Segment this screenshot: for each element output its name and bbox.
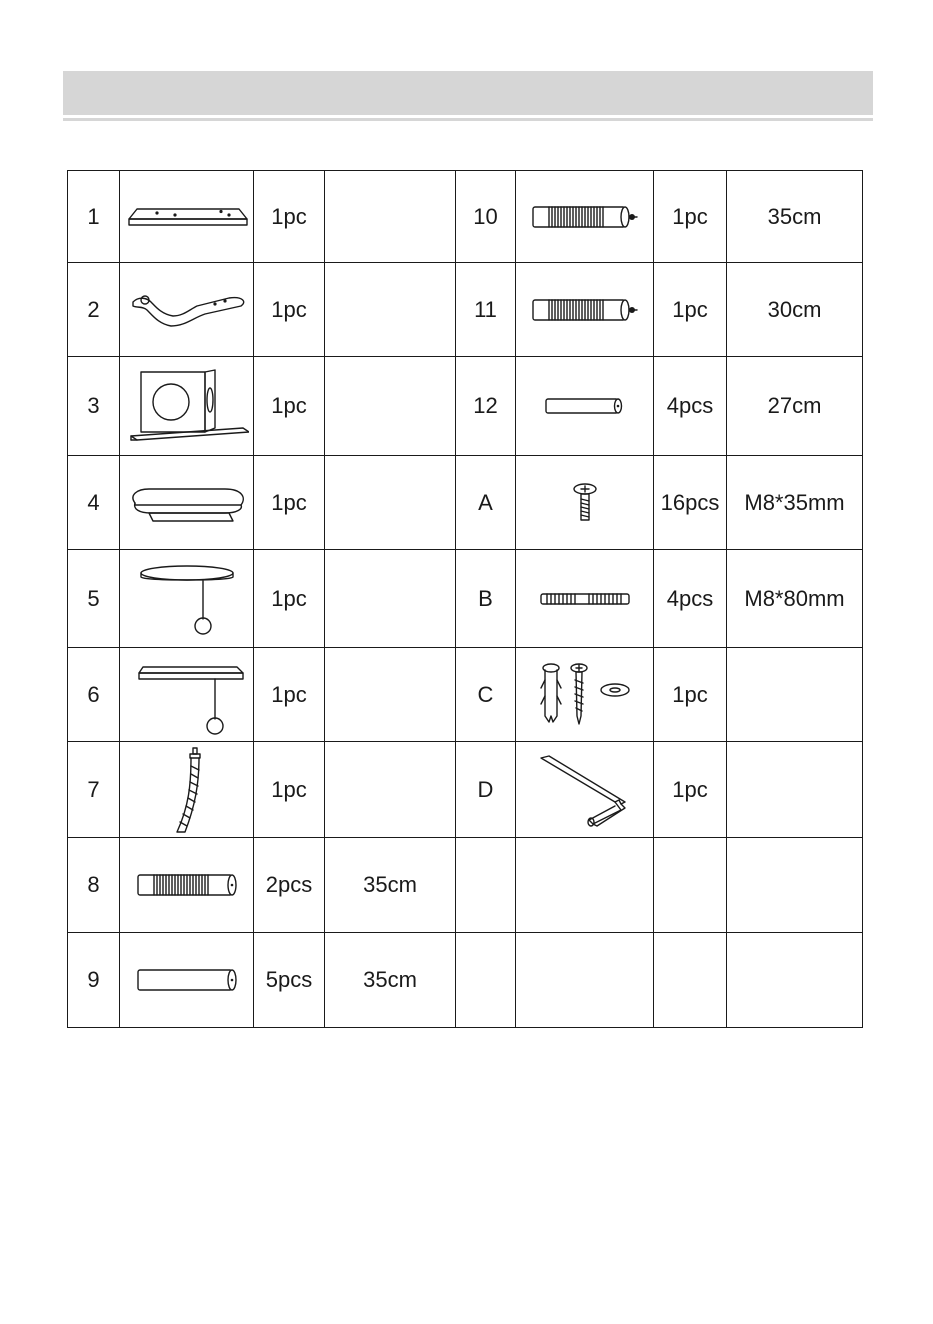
part-quantity: 1pc [654, 648, 727, 742]
table-row [68, 171, 863, 263]
section-header-rule [63, 118, 873, 121]
part-size [727, 742, 863, 838]
sisal-post-with-screw-icon [529, 295, 641, 325]
part-image [120, 648, 254, 742]
part-image [120, 263, 254, 357]
part-quantity: 1pc [254, 648, 325, 742]
part-quantity: 1pc [654, 171, 727, 263]
part-size: 27cm [727, 357, 863, 456]
round-platform-with-ball-icon [125, 561, 249, 637]
part-id: 7 [68, 742, 120, 838]
part-image [120, 357, 254, 456]
table-row [68, 456, 863, 550]
part-quantity [654, 933, 727, 1028]
part-image [516, 263, 654, 357]
part-size [325, 263, 456, 357]
part-id: 6 [68, 648, 120, 742]
part-id: B [456, 550, 516, 648]
table-row [68, 550, 863, 648]
part-quantity: 4pcs [654, 357, 727, 456]
part-image [516, 838, 654, 933]
part-image [120, 742, 254, 838]
part-id: 5 [68, 550, 120, 648]
part-size [727, 838, 863, 933]
part-image [516, 550, 654, 648]
part-id: D [456, 742, 516, 838]
part-image [516, 742, 654, 838]
part-image [120, 550, 254, 648]
part-id: 1 [68, 171, 120, 263]
part-size: 35cm [325, 838, 456, 933]
part-id: 10 [456, 171, 516, 263]
part-image [516, 456, 654, 550]
part-quantity: 4pcs [654, 550, 727, 648]
part-size [325, 648, 456, 742]
table-row [68, 742, 863, 838]
part-quantity: 1pc [254, 263, 325, 357]
part-quantity: 1pc [254, 742, 325, 838]
parts-list-table [67, 170, 863, 1028]
cushioned-bed-icon [125, 481, 249, 525]
part-image [516, 933, 654, 1028]
short-post-icon [540, 393, 630, 419]
sisal-post-with-screw-icon [529, 202, 641, 232]
part-id: 8 [68, 838, 120, 933]
part-size [325, 456, 456, 550]
part-quantity: 16pcs [654, 456, 727, 550]
part-quantity [654, 838, 727, 933]
part-id: A [456, 456, 516, 550]
part-id [456, 838, 516, 933]
part-id: 11 [456, 263, 516, 357]
table-row [68, 263, 863, 357]
part-size: M8*35mm [727, 456, 863, 550]
table-row [68, 838, 863, 933]
part-quantity: 2pcs [254, 838, 325, 933]
threaded-rod-icon [537, 589, 633, 609]
part-quantity: 1pc [254, 550, 325, 648]
part-image [516, 171, 654, 263]
square-platform-with-ball-icon [125, 655, 249, 735]
part-id [456, 933, 516, 1028]
part-id: 2 [68, 263, 120, 357]
part-quantity: 1pc [254, 357, 325, 456]
part-quantity: 1pc [654, 263, 727, 357]
table-row [68, 648, 863, 742]
part-size [325, 742, 456, 838]
part-size [727, 648, 863, 742]
table-row [68, 933, 863, 1028]
board-icon [125, 197, 249, 237]
part-size [325, 550, 456, 648]
part-size: M8*80mm [727, 550, 863, 648]
part-size: 35cm [727, 171, 863, 263]
plain-post-icon [132, 965, 242, 995]
part-size: 35cm [325, 933, 456, 1028]
part-id: C [456, 648, 516, 742]
sisal-post-icon [132, 870, 242, 900]
part-quantity: 1pc [654, 742, 727, 838]
part-quantity: 5pcs [254, 933, 325, 1028]
part-image [120, 171, 254, 263]
part-image [516, 648, 654, 742]
part-size [325, 357, 456, 456]
part-image [120, 933, 254, 1028]
part-image [120, 838, 254, 933]
bolt-icon [565, 481, 605, 525]
part-id: 4 [68, 456, 120, 550]
part-size: 30cm [727, 263, 863, 357]
part-id: 9 [68, 933, 120, 1028]
part-id: 3 [68, 357, 120, 456]
part-size [325, 171, 456, 263]
section-header-bar [63, 71, 873, 115]
part-image [516, 357, 654, 456]
allen-key-icon [535, 750, 635, 830]
rope-toy-icon [157, 744, 217, 836]
part-quantity: 1pc [254, 456, 325, 550]
part-quantity: 1pc [254, 171, 325, 263]
wall-anchor-kit-icon [535, 660, 635, 730]
hammock-platform-icon [125, 286, 249, 334]
table-row [68, 357, 863, 456]
part-size [727, 933, 863, 1028]
condo-box-icon [125, 366, 249, 446]
part-image [120, 456, 254, 550]
part-id: 12 [456, 357, 516, 456]
